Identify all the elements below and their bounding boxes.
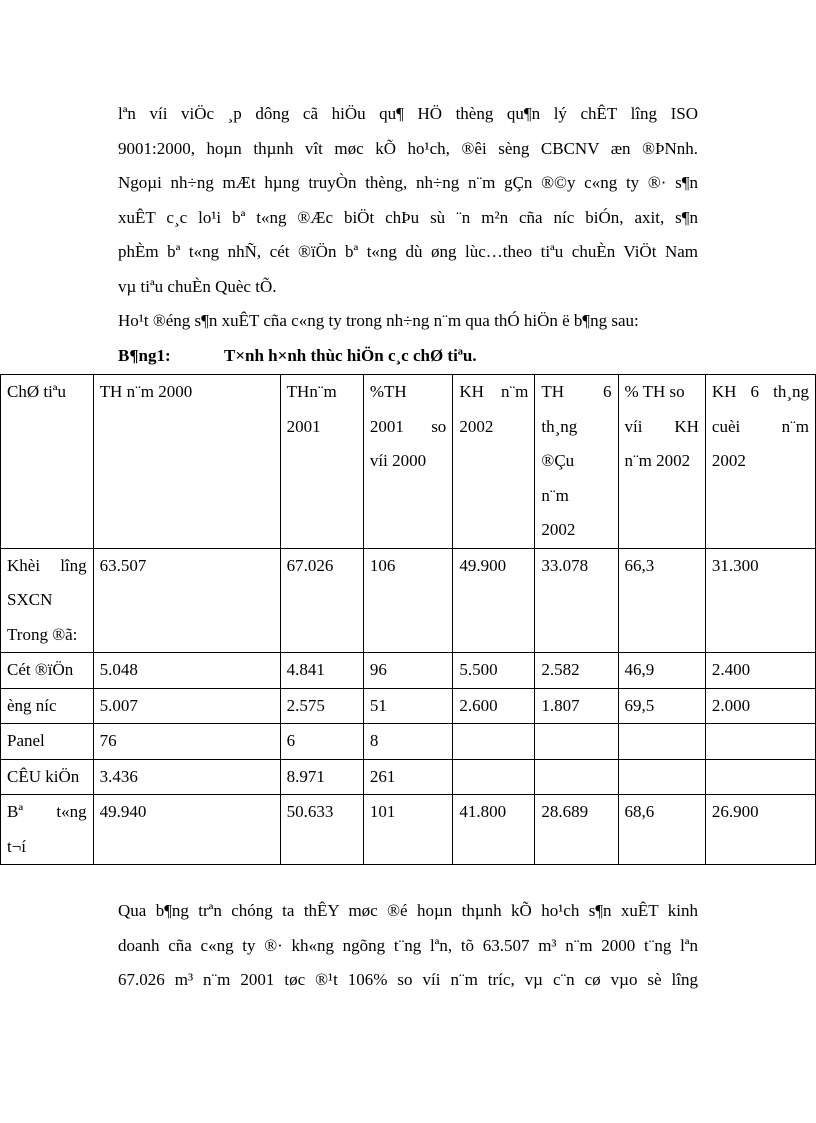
text-line: vµ tiªu chuÈn Quèc tÕ. [118, 276, 277, 296]
table-cell [1, 759, 94, 795]
table-row [1, 759, 816, 795]
cell-line: 76 [99, 731, 117, 750]
table-row [1, 653, 816, 689]
table-caption-label: B¶ng1: [118, 346, 171, 365]
table-cell [363, 759, 452, 795]
cell-line: ChØ tiªu [7, 382, 67, 401]
table-cell [1, 688, 94, 724]
text-line: Qua b¶ng trªn chóng ta thÊY møc ®é hoµn thµnh kÕ ho¹ch s¶n xuÊT kinh [118, 901, 698, 920]
cell-line: t¬í [7, 836, 27, 856]
table-cell [453, 724, 535, 760]
table-cell [93, 795, 280, 865]
table-cell [363, 724, 452, 760]
cell-line: 1.807 [541, 695, 580, 715]
cell-line: víi KH [624, 416, 699, 436]
cell-line: 49.940 [99, 802, 147, 821]
cell-line: cuèi n¨m [711, 416, 809, 436]
cell-line: 2.400 [711, 660, 751, 679]
text-line: doanh cña c«ng ty ®· kh«ng ngõng t¨ng lªn, tõ 63.507 m³ n¨m 2000 t¨ng lªn [118, 935, 698, 955]
cell-line: 5.500 [459, 660, 498, 679]
cell-line: 2.600 [459, 695, 498, 715]
table-cell [280, 724, 363, 760]
header-cell [363, 375, 452, 549]
cell-line: 28.689 [541, 802, 589, 821]
table-cell [535, 653, 618, 689]
table-cell [363, 688, 452, 724]
intro-paragraph [118, 97, 698, 339]
cell-line: 5.007 [99, 695, 138, 715]
text-line: Ho¹t ®éng s¶n xuÊT cña c«ng ty trong nh÷ng n¨m qua thÓ hiÖn ë b¶ng sau: [118, 311, 639, 330]
cell-line: 41.800 [459, 802, 507, 821]
cell-line: KH 6 th¸ng [711, 382, 809, 401]
table-row [1, 548, 816, 653]
cell-line: KH n¨m [459, 382, 529, 401]
cell-line: THn¨m [286, 382, 337, 401]
table-cell [363, 795, 452, 865]
table-cell [280, 653, 363, 689]
table-cell [535, 688, 618, 724]
cell-line: 31.300 [711, 555, 759, 575]
cell-line: th¸ng [541, 416, 578, 436]
table-cell [705, 759, 815, 795]
text-line: 67.026 m³ n¨m 2001 tøc ®¹t 106% so víi n¨m tríc, vµ c¨n cø vµo sè lîng [118, 970, 698, 989]
table-cell [705, 795, 815, 865]
table-cell [453, 548, 535, 653]
table-cell [1, 795, 94, 865]
table-header [1, 375, 816, 549]
table-cell [618, 548, 705, 653]
cell-line: Bª t«ng [7, 802, 87, 821]
cell-line: n¨m [541, 485, 569, 505]
text-line: xuÊT c¸c lo¹i bª t«ng ®Æc biÖt chÞu sù ¨n m²n cña níc biÓn, axit, s¶n [118, 207, 698, 227]
header-cell [93, 375, 280, 549]
cell-line: víi 2000 [369, 451, 427, 470]
cell-line: 66,3 [624, 555, 655, 575]
table-caption-title: T×nh h×nh thùc hiÖn c¸c chØ tiªu [224, 346, 473, 365]
header-cell [535, 375, 618, 549]
cell-line: CÊU kiÖn [7, 766, 80, 786]
table-cell [618, 653, 705, 689]
table-body [1, 548, 816, 865]
table-cell [618, 795, 705, 865]
table-row [1, 724, 816, 760]
table-cell [280, 795, 363, 865]
cell-line: 2.000 [711, 695, 751, 715]
cell-line: 5.048 [99, 660, 138, 679]
table-cell [705, 724, 815, 760]
table-cell [705, 548, 815, 653]
cell-line: 2001 [286, 416, 321, 436]
table-caption [118, 339, 477, 373]
cell-line: %TH [369, 382, 407, 401]
production-table [0, 374, 816, 865]
table-cell [363, 653, 452, 689]
cell-line: SXCN [7, 590, 53, 609]
cell-line: ®Çu [541, 451, 575, 470]
table-cell [453, 759, 535, 795]
cell-line: Panel [7, 731, 45, 750]
table-cell [93, 759, 280, 795]
cell-line: 6 [286, 731, 296, 750]
cell-line: Cét ®ïÖn [7, 660, 74, 679]
cell-line: 101 [369, 802, 396, 821]
cell-line: 2002 [711, 451, 746, 470]
table-cell [535, 795, 618, 865]
table-cell [1, 724, 94, 760]
table-cell [93, 688, 280, 724]
cell-line: 2001 so [369, 416, 447, 436]
cell-line: 46,9 [624, 660, 655, 679]
table-cell [618, 759, 705, 795]
cell-line: Trong ®ã: [7, 624, 78, 644]
cell-line: % TH so [624, 382, 685, 401]
cell-line: 2.575 [286, 695, 325, 715]
table-row [1, 688, 816, 724]
cell-line: 2002 [541, 520, 576, 539]
cell-line: èng níc [7, 695, 57, 715]
cell-line: 26.900 [711, 802, 759, 821]
cell-line: n¨m 2002 [624, 451, 691, 470]
cell-line: 8 [369, 731, 379, 750]
table-cell [453, 688, 535, 724]
header-cell [1, 375, 94, 549]
table-cell [363, 548, 452, 653]
text-line: lªn víi viÖc ¸p dông cã hiÖu qu¶ HÖ thèng qu¶n lý chÊT lîng ISO [118, 104, 698, 123]
cell-line: 50.633 [286, 802, 334, 821]
table-cell [93, 653, 280, 689]
cell-line: 33.078 [541, 555, 589, 575]
header-cell [280, 375, 363, 549]
cell-line: 2.582 [541, 660, 580, 679]
cell-line: 4.841 [286, 660, 325, 679]
cell-line: 3.436 [99, 766, 138, 786]
cell-line: TH 6 [541, 382, 612, 401]
text-line: Ngoµi nh÷ng mÆt hµng truyÒn thèng, nh÷ng n¨m gÇn ®©y c«ng ty ®· s¶n [118, 173, 698, 192]
cell-line: TH n¨m 2000 [99, 382, 193, 401]
cell-line: 8.971 [286, 766, 325, 786]
cell-line: 67.026 [286, 555, 334, 575]
text-line: 9001:2000, hoµn thµnh vît møc kÕ ho¹ch, ®êi sèng CBCNV æn ®ÞNnh. [118, 138, 698, 158]
outro-paragraph [118, 894, 698, 998]
table-cell [535, 548, 618, 653]
cell-line: 63.507 [99, 555, 147, 575]
table-cell [535, 724, 618, 760]
cell-line: 106 [369, 555, 396, 575]
table-cell [1, 548, 94, 653]
table-cell [280, 759, 363, 795]
table-cell [705, 688, 815, 724]
cell-line: 68,6 [624, 802, 655, 821]
cell-line: 69,5 [624, 695, 655, 715]
cell-line: 49.900 [459, 555, 507, 575]
table-cell [453, 795, 535, 865]
cell-line: 96 [369, 660, 387, 679]
cell-line: 261 [369, 766, 396, 786]
header-cell [453, 375, 535, 549]
header-cell [618, 375, 705, 549]
table-caption-period: . [472, 346, 477, 365]
text-line: phÈm bª t«ng nhÑ, cét ®ïÖn bª t«ng dù øng lùc…theo tiªu chuÈn ViÖt Nam [118, 242, 698, 261]
cell-line: Khèi lîng [7, 555, 87, 575]
cell-line: 51 [369, 695, 387, 715]
header-cell [705, 375, 815, 549]
table-cell [93, 724, 280, 760]
table-cell [618, 724, 705, 760]
table-cell [453, 653, 535, 689]
table-cell [618, 688, 705, 724]
table-cell [1, 653, 94, 689]
table-cell [280, 548, 363, 653]
cell-line: 2002 [459, 416, 494, 436]
table-row [1, 795, 816, 865]
table-cell [280, 688, 363, 724]
table-cell [705, 653, 815, 689]
table-cell [93, 548, 280, 653]
table-cell [535, 759, 618, 795]
header-row [1, 375, 816, 549]
